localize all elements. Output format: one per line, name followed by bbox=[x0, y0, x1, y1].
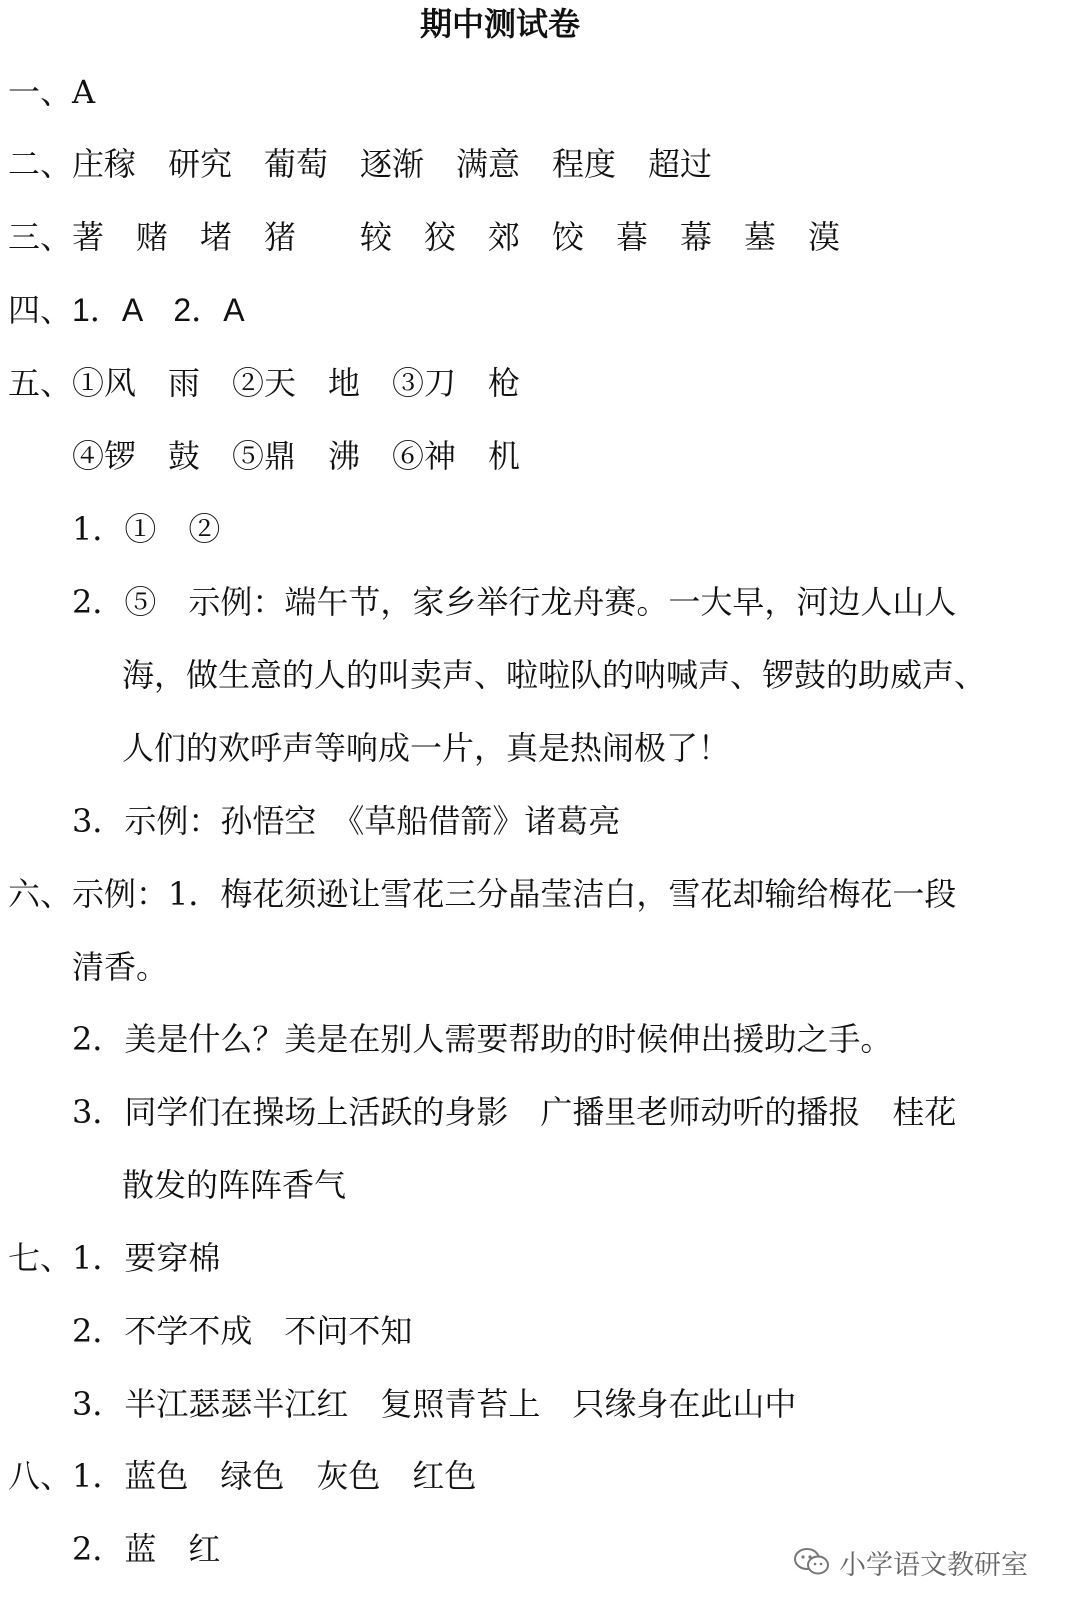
answer-line-21 bbox=[72, 1527, 220, 1571]
answer-text: 著 赌 堵 猪 较 狡 郊 饺 暮 幕 墓 漠 bbox=[72, 218, 841, 256]
answer-line-11 bbox=[72, 799, 620, 843]
wechat-icon bbox=[793, 1546, 831, 1578]
answer-line-15 bbox=[72, 1090, 956, 1134]
answer-text: 人们的欢呼声等响成一片，真是热闹极了！ bbox=[122, 729, 731, 767]
answer-text: 1．要穿棉 bbox=[72, 1239, 221, 1277]
answer-line-3 bbox=[8, 215, 840, 259]
answer-line-4 bbox=[8, 288, 245, 332]
answer-text: 3．同学们在操场上活跃的身影 广播里老师动听的播报 桂花 bbox=[72, 1093, 957, 1131]
page-title: 期中测试卷 bbox=[419, 5, 580, 43]
answer-line-18 bbox=[72, 1309, 412, 1353]
answer-line-17 bbox=[8, 1236, 220, 1280]
answer-text: 1．蓝色 绿色 灰色 红色 bbox=[72, 1457, 477, 1495]
answer-text: ④锣 鼓 ⑤鼎 沸 ⑥神 机 bbox=[72, 437, 521, 475]
answer-line-6 bbox=[72, 434, 520, 478]
answer-text: A bbox=[72, 73, 96, 111]
answer-text: 1．A 2．A bbox=[72, 292, 245, 328]
answer-line-13 bbox=[72, 945, 168, 989]
answer-line-10 bbox=[122, 726, 730, 770]
answer-text: 庄稼 研究 葡萄 逐渐 满意 程度 超过 bbox=[72, 145, 713, 183]
section-label: 五、 bbox=[8, 364, 73, 402]
answer-line-12 bbox=[8, 872, 956, 916]
section-label: 六、 bbox=[8, 875, 73, 913]
watermark-text: 小学语文教研室 bbox=[839, 1549, 1028, 1581]
answer-text: 3．半江瑟瑟半江红 复照青苔上 只缘身在此山中 bbox=[72, 1385, 797, 1423]
section-label: 三、 bbox=[8, 218, 73, 256]
answer-text: 示例：1．梅花须逊让雪花三分晶莹洁白，雪花却输给梅花一段 bbox=[72, 875, 957, 913]
answer-text: 1．① ② bbox=[72, 510, 221, 548]
section-label: 二、 bbox=[8, 145, 73, 183]
answer-text: 2．蓝 红 bbox=[72, 1530, 221, 1568]
answer-line-20 bbox=[8, 1454, 476, 1498]
answer-text: 散发的阵阵香气 bbox=[122, 1166, 347, 1204]
answer-text: 清香。 bbox=[72, 948, 169, 986]
section-label: 四、 bbox=[8, 291, 73, 329]
answer-text: ①风 雨 ②天 地 ③刀 枪 bbox=[72, 364, 521, 402]
section-label: 一、 bbox=[8, 73, 73, 111]
answer-line-9 bbox=[122, 653, 986, 697]
section-label: 八、 bbox=[8, 1457, 73, 1495]
answer-line-1 bbox=[8, 70, 95, 114]
section-label: 七、 bbox=[8, 1239, 73, 1277]
answer-text: 海，做生意的人的叫卖声、啦啦队的呐喊声、锣鼓的助威声、 bbox=[122, 656, 987, 694]
answer-line-16 bbox=[122, 1163, 346, 1207]
answer-line-8 bbox=[72, 580, 956, 624]
answer-line-2 bbox=[8, 142, 712, 186]
answer-text: 3．示例：孙悟空 《草船借箭》诸葛亮 bbox=[72, 802, 621, 840]
answer-line-14 bbox=[72, 1017, 892, 1061]
answer-line-5 bbox=[8, 361, 520, 405]
answer-text: 2．⑤ 示例：端午节，家乡举行龙舟赛。一大早，河边人山人 bbox=[72, 583, 957, 621]
watermark bbox=[793, 1544, 1028, 1580]
answer-line-19 bbox=[72, 1382, 796, 1426]
answer-text: 2．不学不成 不问不知 bbox=[72, 1312, 413, 1350]
answer-text: 2．美是什么？美是在别人需要帮助的时候伸出援助之手。 bbox=[72, 1020, 893, 1058]
answer-line-7 bbox=[72, 507, 220, 551]
